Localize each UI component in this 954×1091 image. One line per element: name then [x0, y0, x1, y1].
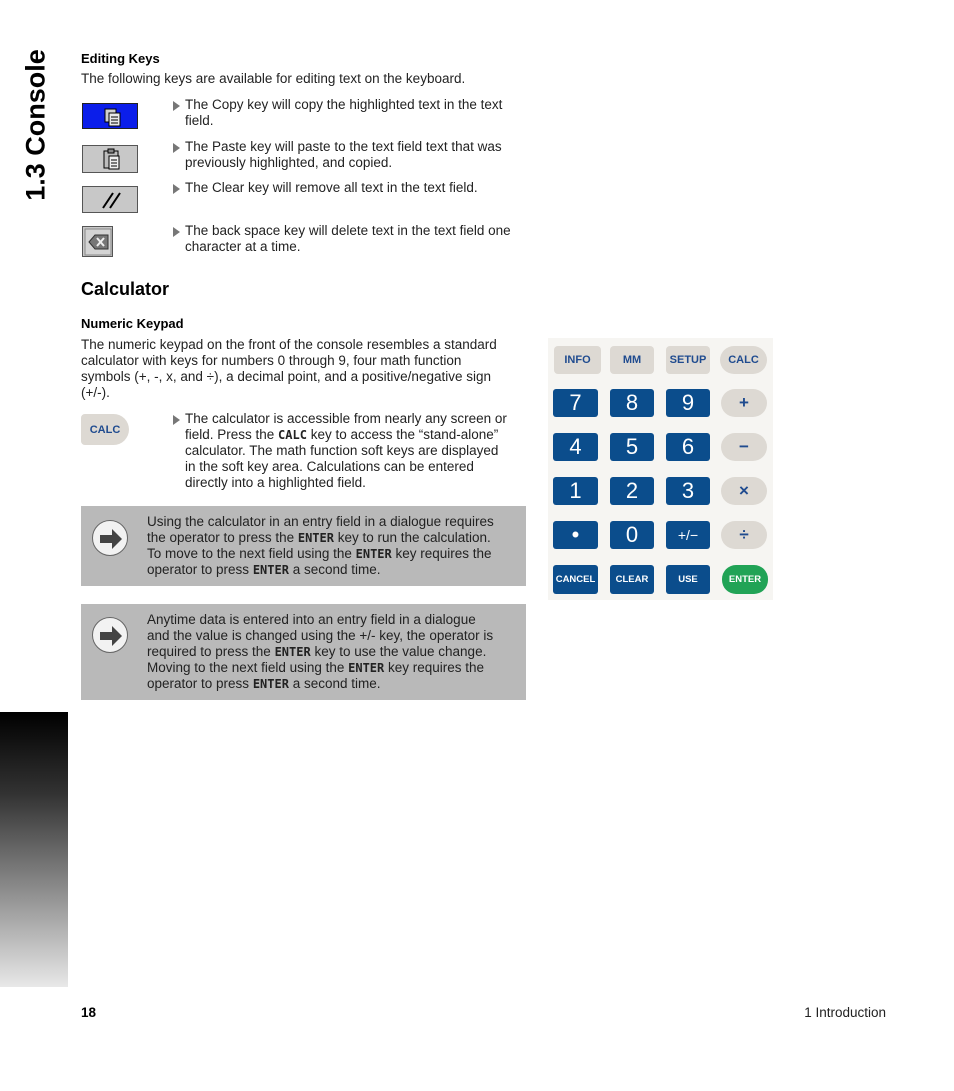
chapter-label: 1 Introduction: [804, 1005, 886, 1020]
copy-icon: [83, 104, 139, 130]
bullet-triangle-icon: [173, 415, 180, 425]
decimal-key[interactable]: •: [553, 521, 598, 549]
clear-key-description: The Clear key will remove all text in the text field.: [173, 180, 533, 198]
key-5[interactable]: 5: [610, 433, 654, 461]
clear-key[interactable]: [82, 186, 138, 213]
key-4[interactable]: 4: [553, 433, 598, 461]
key-7[interactable]: 7: [553, 389, 598, 417]
key-9[interactable]: 9: [666, 389, 710, 417]
key-8[interactable]: 8: [610, 389, 654, 417]
key-6[interactable]: 6: [666, 433, 710, 461]
paste-key[interactable]: [82, 145, 138, 173]
bullet-triangle-icon: [173, 184, 180, 194]
numeric-keypad-heading: Numeric Keypad: [81, 316, 184, 331]
bullet-triangle-icon: [173, 143, 180, 153]
divide-key[interactable]: ÷: [721, 521, 767, 549]
cancel-key[interactable]: CANCEL: [553, 565, 598, 594]
calculator-heading: Calculator: [81, 279, 170, 299]
clear-key-keypad[interactable]: CLEAR: [610, 565, 654, 594]
key-0[interactable]: 0: [610, 521, 654, 549]
note-2-text: Anytime data is entered into an entry field in a dialogue and the value is changed using the +/- key, the operator is required to press the ENTER key to use the value change. Moving to the next field using the ENTER key requires the operator to press ENTER a second time.: [147, 612, 494, 691]
backspace-icon: [83, 227, 114, 258]
multiply-key[interactable]: ×: [721, 477, 767, 505]
note-box-1: [81, 506, 526, 586]
bullet-triangle-icon: [173, 101, 180, 111]
setup-key[interactable]: SETUP: [666, 346, 710, 374]
minus-key[interactable]: −: [721, 433, 767, 461]
calc-key[interactable]: CALC: [720, 346, 767, 374]
section-title: 1.3 Console: [20, 49, 51, 201]
calc-soft-key[interactable]: CALC: [81, 414, 129, 445]
paste-key-description: The Paste key will paste to the text field text that was previously highlighted, and copied.: [173, 139, 533, 173]
backspace-key[interactable]: [82, 226, 113, 257]
enter-key[interactable]: ENTER: [722, 565, 768, 594]
key-2[interactable]: 2: [610, 477, 654, 505]
plus-minus-key[interactable]: +/−: [666, 521, 710, 549]
page-number: 18: [81, 1005, 97, 1020]
note-box-2: [81, 604, 526, 700]
mm-key[interactable]: MM: [610, 346, 654, 374]
info-key[interactable]: INFO: [554, 346, 601, 374]
side-tab-gradient: [0, 712, 68, 987]
use-key[interactable]: USE: [666, 565, 710, 594]
copy-key-description: The Copy key will copy the highlighted text in the text field.: [173, 97, 533, 131]
arrow-right-icon: [92, 617, 128, 653]
numeric-keypad: [548, 338, 773, 600]
editing-keys-heading: Editing Keys: [81, 51, 160, 66]
plus-key[interactable]: +: [721, 389, 767, 417]
paste-icon: [83, 146, 139, 174]
arrow-right-icon: [92, 520, 128, 556]
calc-description: The calculator is accessible from nearly any screen or field. Press the CALC key to access the “stand-alone” calculator. The math function soft keys are displayed in the soft key area. Calculations can be entered directly into a highlighted field.: [173, 411, 533, 493]
editing-keys-intro: The following keys are available for editing text on the keyboard.: [81, 71, 466, 86]
key-3[interactable]: 3: [666, 477, 710, 505]
key-1[interactable]: 1: [553, 477, 598, 505]
clear-icon: [83, 187, 139, 214]
bullet-triangle-icon: [173, 227, 180, 237]
backspace-key-description: The back space key will delete text in the text field one character at a time.: [173, 223, 533, 257]
note-1-text: Using the calculator in an entry field in a dialogue requires the operator to press the ENTER key to run the calculation. To move to the next field using the ENTER key requires the operator to press ENTER a second time.: [147, 514, 494, 577]
copy-key[interactable]: [82, 103, 138, 129]
